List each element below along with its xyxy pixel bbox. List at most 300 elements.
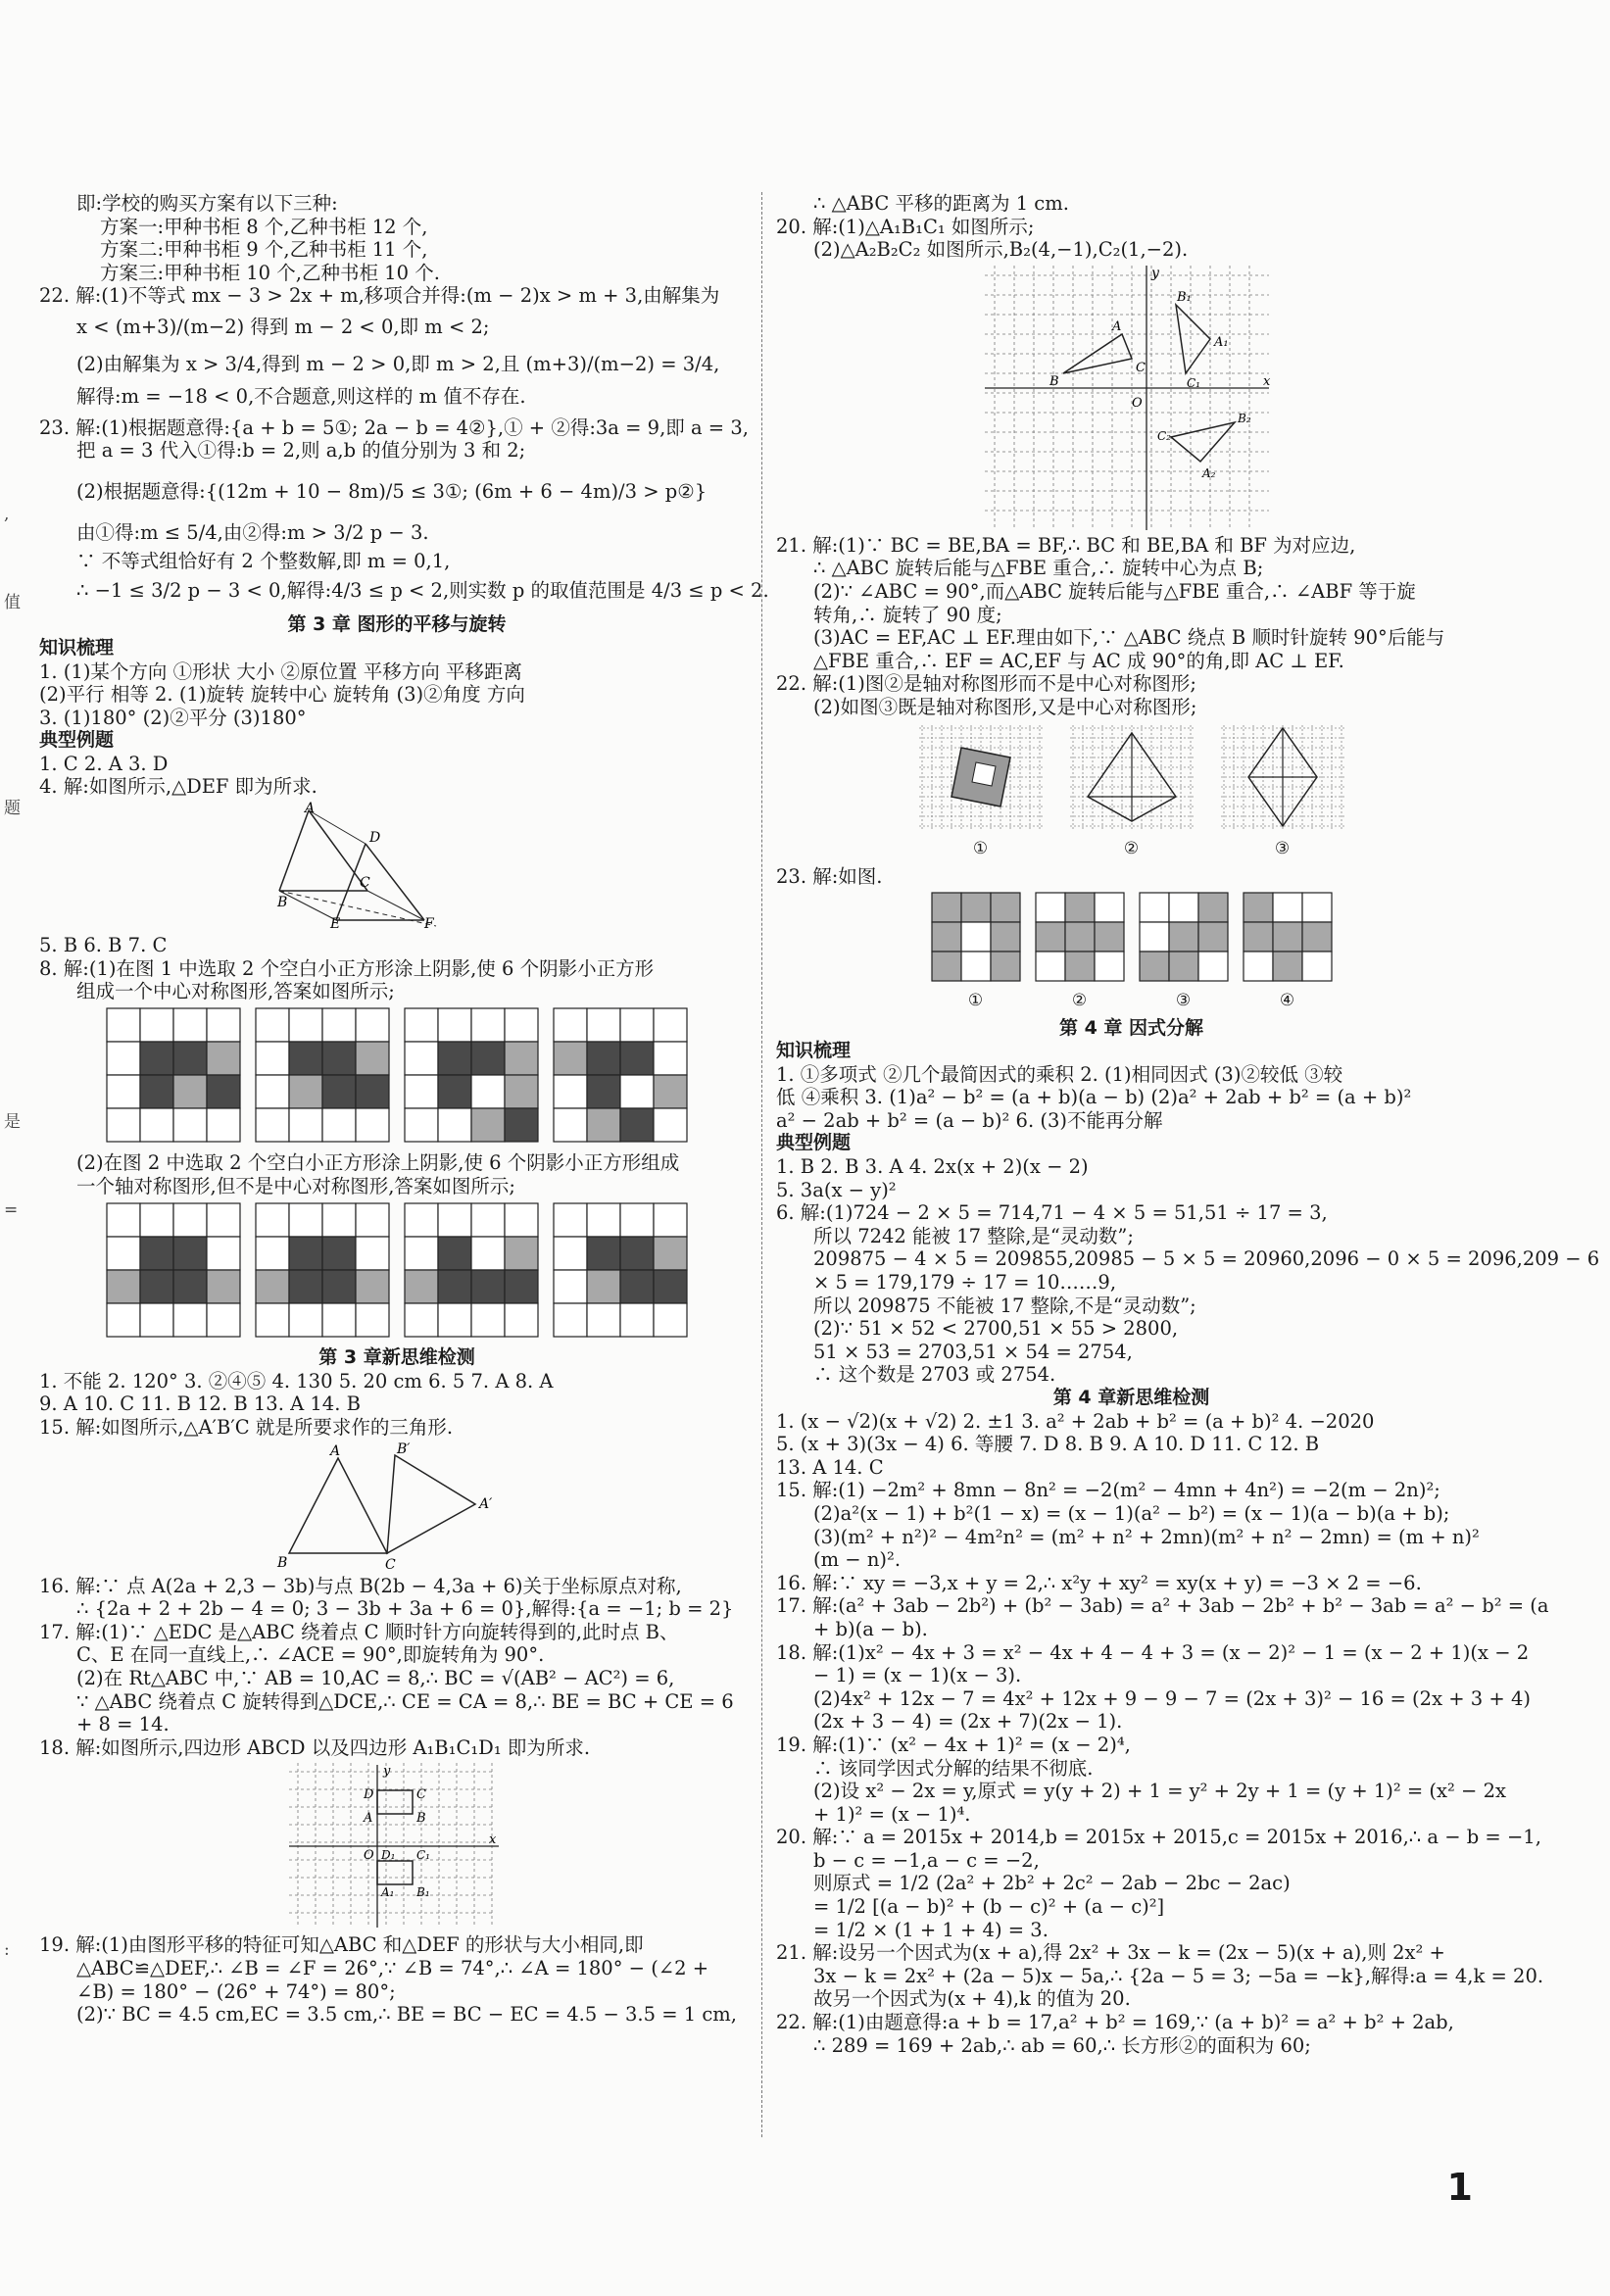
shaded-grid-figure — [255, 1007, 390, 1148]
grid-cell — [1302, 922, 1332, 952]
text-line: 20. 解:(1)△A₁B₁C₁ 如图所示; — [776, 215, 1035, 238]
text-line: ∴ △ABC 平移的距离为 1 cm. — [813, 192, 1069, 215]
grid-cell — [1302, 952, 1332, 981]
grid-cell — [587, 1008, 620, 1042]
test-4-title: 第 4 章新思维检测 — [1052, 1387, 1210, 1408]
grid-cell — [173, 1237, 207, 1270]
grid-cell — [438, 1108, 471, 1142]
grid-cell — [554, 1203, 587, 1237]
grid-cell — [471, 1108, 505, 1142]
grid-cell — [991, 922, 1020, 952]
grid-cell — [620, 1075, 654, 1108]
text-line: ∴ −1 ≤ 3/2 p − 3 < 0,解得:4/3 ≤ p < 2,则实数 p 的取值范围是 4/3 ≤ p < 2. — [76, 578, 769, 602]
grid-cell — [289, 1203, 322, 1237]
figure-caption: ② — [1123, 839, 1140, 859]
text-line: 转角,∴ 旋转了 90 度; — [813, 603, 1002, 626]
text-line: 1. (x − √2)(x + √2) 2. ±1 3. a² + 2ab + b² = (a + b)² 4. −2020 — [776, 1409, 1375, 1433]
grid-cell — [289, 1075, 322, 1108]
grid-cell — [256, 1108, 289, 1142]
text-line: ∵ 不等式组恰好有 2 个整数解,即 m = 0,1, — [76, 550, 451, 573]
text-line: 17. 解:(a² + 3ab − 2b²) + (b² − 3ab) = a² + 3ab − 2b² + b² − 3ab = a² − b² = (a — [776, 1594, 1549, 1618]
axis-label: y — [1150, 265, 1159, 281]
point-label: B₂ — [1237, 411, 1251, 425]
shaded-grid — [553, 1202, 688, 1338]
text-line: ∴ {2a + 2 + 2b − 4 = 0; 3 − 3b + 3a + 6 = 0},解得:{a = −1; b = 2} — [76, 1597, 734, 1621]
text-line: 低 ④乘积 3. (1)a² − b² = (a + b)(a − b) (2)a² + 2ab + b² = (a + b)² — [776, 1086, 1412, 1109]
grid-cell — [1036, 893, 1065, 922]
grid-cell — [1140, 922, 1169, 952]
grid-cell — [587, 1303, 620, 1337]
text-line: (2x + 3 − 4) = (2x + 7)(2x − 1). — [813, 1710, 1123, 1734]
grid-cell — [1198, 952, 1228, 981]
grid-cell — [961, 922, 991, 952]
grid-cell — [1198, 922, 1228, 952]
grid-cell — [405, 1303, 438, 1337]
text-line: 17. 解:(1)∵ △EDC 是△ABC 绕着点 C 顺时针方向旋转得到的,此时点 B、 — [39, 1620, 679, 1643]
grid-cell — [587, 1042, 620, 1075]
edge-char: 值 — [4, 593, 21, 612]
text-line: (2)如图③既是轴对称图形,又是中心对称图形; — [813, 695, 1197, 718]
shaded-grid — [255, 1007, 390, 1143]
grid-cell — [1244, 922, 1273, 952]
figure-caption: ② — [1071, 990, 1088, 1010]
grid-cell — [207, 1303, 240, 1337]
grid-cell — [1140, 952, 1169, 981]
grid-cell — [289, 1042, 322, 1075]
grid-cell — [207, 1108, 240, 1142]
text-line: 209875 − 4 × 5 = 209855,20985 − 5 × 5 = 20960,2096 − 0 × 5 = 2096,209 − 6 — [813, 1247, 1600, 1271]
text-line: 19. 解:(1)∵ (x² − 4x + 1)² = (x − 2)⁴, — [776, 1733, 1131, 1756]
text-line: C、E 在同一直线上,∴ ∠ACE = 90°,即旋转角为 90°. — [76, 1643, 545, 1667]
text-line: (3)(m² + n²)² − 4m²n² = (m² + n² + 2mn)(m² + n² − 2mn) = (m + n)² — [813, 1525, 1480, 1548]
shaded-grid — [404, 1007, 539, 1143]
text-line: 1. 不能 2. 120° 3. ②④⑤ 4. 130 5. 20 cm 6. 5 7. A 8. A — [39, 1369, 554, 1392]
text-line: 21. 解:(1)∵ BC = BE,BA = BF,∴ BC 和 BE,BA 和 BF 为对应边, — [776, 533, 1356, 557]
grid-cell — [173, 1203, 207, 1237]
grid-cell — [620, 1203, 654, 1237]
text-line: 22. 解:(1)不等式 mx − 3 > 2x + m,移项合并得:(m − 2)x > m + 3,由解集为 — [39, 284, 720, 308]
grid-cell — [932, 952, 961, 981]
point-label: B — [277, 1554, 288, 1571]
shaded-grid — [404, 1202, 539, 1338]
grid-cell — [405, 1108, 438, 1142]
column-divider — [761, 192, 762, 2137]
text-line: 15. 解:(1) −2m² + 8mn − 8n² = −2(m² − 4mn + 4n²) = −2(m − 2n)²; — [776, 1479, 1440, 1502]
section-title: 典型例题 — [776, 1132, 852, 1154]
test-4-answers — [776, 1409, 1549, 2058]
text-line: 16. 解:∵ xy = −3,x + y = 2,∴ x²y + xy² = xy(x + y) = −3 × 2 = −6. — [776, 1571, 1422, 1594]
text-line: 4. 解:如图所示,△DEF 即为所求. — [39, 775, 317, 799]
shaded-grid — [106, 1007, 241, 1143]
grid-cell — [471, 1237, 505, 1270]
grid-cell — [654, 1237, 687, 1270]
grid-cell — [587, 1108, 620, 1142]
grid-cell — [1036, 952, 1065, 981]
grid-cell — [140, 1008, 173, 1042]
grid-cell — [1095, 922, 1124, 952]
grid-cell — [438, 1303, 471, 1337]
text-line: 21. 解:设另一个因式为(x + a),得 2x² + 3x − k = (2x − 5)(x + a),则 2x² + — [776, 1941, 1445, 1965]
grid-cell — [932, 893, 961, 922]
edge-char: 是 — [4, 1112, 21, 1132]
grid-cell — [322, 1303, 356, 1337]
text-line: 13. A 14. C — [776, 1455, 884, 1479]
grid-cell — [554, 1008, 587, 1042]
point-label: E — [330, 916, 341, 933]
axis-label: x — [1262, 373, 1270, 389]
text-line: 把 a = 3 代入①得:b = 2,则 a,b 的值分别为 3 和 2; — [76, 439, 526, 463]
grid-cell — [438, 1270, 471, 1303]
grid-cell — [107, 1237, 140, 1270]
text-line: 15. 解:如图所示,△A′B′C 就是所要求作的三角形. — [39, 1416, 454, 1439]
grid-cell — [505, 1270, 538, 1303]
grid-cell — [554, 1108, 587, 1142]
figure-caption: ④ — [1279, 990, 1295, 1010]
shaded-grid-figure — [255, 1202, 390, 1343]
grid-cell — [1169, 952, 1198, 981]
grid-cell — [1169, 922, 1198, 952]
shaded-grid-figure — [1035, 892, 1125, 1012]
grid-cell — [256, 1237, 289, 1270]
text-line: (2)a²(x − 1) + b²(1 − x) = (x − 1)(a² − b²) = (x − 1)(a − b)(a + b); — [813, 1501, 1450, 1525]
grid-cell — [405, 1203, 438, 1237]
grid-cell — [932, 922, 961, 952]
grid-cell — [356, 1075, 389, 1108]
grid-cell — [173, 1008, 207, 1042]
text-line: 1. (1)某个方向 ①形状 大小 ②原位置 平移方向 平移距离 — [39, 659, 522, 683]
grid-cell — [256, 1303, 289, 1337]
text-line: 8. 解:(1)在图 1 中选取 2 个空白小正方形涂上阴影,使 6 个阴影小正方形 — [39, 956, 655, 980]
text-line: (2)△A₂B₂C₂ 如图所示,B₂(4,−1),C₂(1,−2). — [813, 238, 1189, 262]
text-line: ∠B) = 180° − (26° + 74°) = 80°; — [76, 1979, 396, 2003]
grid-cell — [654, 1203, 687, 1237]
grid-cell — [438, 1075, 471, 1108]
shaded-grid-figure — [1243, 892, 1333, 1012]
point-label: F — [424, 916, 434, 933]
grid-cell — [207, 1237, 240, 1270]
text-line: 9. A 10. C 11. B 12. B 13. A 14. B — [39, 1392, 361, 1416]
grid-cell — [140, 1075, 173, 1108]
point-label: A — [1111, 318, 1121, 334]
grid-cell — [207, 1203, 240, 1237]
figure-caption: ① — [967, 990, 984, 1010]
text-line: 1. B 2. B 3. A 4. 2x(x + 2)(x − 2) — [776, 1155, 1089, 1179]
point-label: B′ — [397, 1441, 411, 1457]
grid-cell — [471, 1303, 505, 1337]
chapter-3-title: 第 3 章 图形的平移与旋转 — [287, 613, 507, 636]
grid-cell — [620, 1303, 654, 1337]
grid-cell — [554, 1237, 587, 1270]
grid-cell — [405, 1270, 438, 1303]
chapter-4-title: 第 4 章 因式分解 — [1058, 1016, 1204, 1039]
grid-cell — [1095, 893, 1124, 922]
text-line: 所以 209875 不能被 17 整除,不是“灵动数”; — [813, 1294, 1196, 1317]
grid-cell — [322, 1108, 356, 1142]
grid-cell — [471, 1203, 505, 1237]
text-line: (2)∵ ∠ABC = 90°,而△ABC 旋转后能与△FBE 重合,∴ ∠ABF 等于旋 — [813, 579, 1416, 603]
text-line: 51 × 53 = 2703,51 × 54 = 2754, — [813, 1340, 1133, 1363]
grid-cell — [322, 1008, 356, 1042]
page-number: 1 — [1446, 2166, 1473, 2209]
section-title: 知识梳理 — [776, 1040, 852, 1062]
grid-cell — [1036, 922, 1065, 952]
edge-char: 题 — [4, 799, 21, 818]
grid-cell — [961, 893, 991, 922]
grid-cell — [505, 1008, 538, 1042]
text-line: 6. 解:(1)724 − 2 × 5 = 714,71 − 4 × 5 = 51,51 ÷ 17 = 3, — [776, 1201, 1328, 1225]
text-line: 19. 解:(1)由图形平移的特征可知△ABC 和△DEF 的形状与大小相同,即 — [39, 1933, 644, 1957]
text-line: 解得:m = −18 < 0,不合题意,则这样的 m 值不存在. — [76, 385, 526, 409]
grid-cell — [1140, 893, 1169, 922]
grid-cell — [289, 1237, 322, 1270]
text-line: x < (m+3)/(m−2) 得到 m − 2 < 0,即 m < 2; — [76, 315, 490, 338]
point-label: A′ — [479, 1495, 493, 1512]
grid-cell — [505, 1108, 538, 1142]
text-line: ∴ △ABC 旋转后能与△FBE 重合,∴ 旋转中心为点 B; — [813, 557, 1264, 580]
edge-char: , — [4, 505, 10, 524]
grid-cell — [173, 1075, 207, 1108]
shaded-grid-figure — [1139, 892, 1229, 1012]
grid-cell — [322, 1270, 356, 1303]
text-line: 由①得:m ≤ 5/4,由②得:m > 3/2 p − 3. — [76, 520, 429, 544]
shaded-grid — [1035, 892, 1125, 982]
point-label: C — [385, 1556, 396, 1573]
grid-cell — [207, 1270, 240, 1303]
grid-cell — [289, 1270, 322, 1303]
grid-cell — [620, 1108, 654, 1142]
grid-cell — [1065, 952, 1095, 981]
grid-cell — [620, 1008, 654, 1042]
figure-translation-def — [39, 801, 755, 933]
grid-cell — [554, 1042, 587, 1075]
grid-cell — [505, 1042, 538, 1075]
text-line: 1. C 2. A 3. D — [39, 752, 169, 775]
text-line: 一个轴对称图形,但不是中心对称图形,答案如图所示; — [76, 1175, 515, 1198]
point-label: A₁ — [381, 1885, 395, 1900]
point-label: A — [364, 1811, 373, 1827]
point-label: A₂ — [1201, 465, 1215, 480]
grid-cell — [173, 1042, 207, 1075]
point-label: C₁ — [416, 1848, 430, 1863]
text-line: 22. 解:(1)图②是轴对称图形而不是中心对称图形; — [776, 672, 1196, 696]
grid-cell — [1273, 952, 1302, 981]
text-line: + b)(a − b). — [813, 1617, 928, 1640]
grid-cell — [620, 1042, 654, 1075]
grid-cell — [322, 1203, 356, 1237]
text-line: 方案二:甲种书柜 9 个,乙种书柜 11 个, — [100, 238, 428, 262]
grid-cell — [438, 1042, 471, 1075]
shaded-grid — [553, 1007, 688, 1143]
figure-coordinate-18 — [39, 1763, 755, 1930]
point-label: C₂ — [1156, 428, 1171, 443]
figure-coordinate-20 — [776, 266, 1487, 530]
figure-22-3 — [1219, 723, 1346, 861]
grid-cell — [140, 1237, 173, 1270]
grid-cell — [1244, 893, 1273, 922]
triangle-translation-diagram — [277, 801, 514, 933]
grid-cell — [505, 1237, 538, 1270]
text-line: 18. 解:(1)x² − 4x + 3 = x² − 4x + 4 − 4 + 3 = (x − 2)² − 1 = (x − 2 + 1)(x − 2 — [776, 1640, 1530, 1664]
point-label: C — [1135, 360, 1146, 375]
grid-cell — [207, 1042, 240, 1075]
text-line: (2)在图 2 中选取 2 个空白小正方形涂上阴影,使 6 个阴影小正方形组成 — [76, 1151, 680, 1175]
point-label: B — [277, 895, 288, 911]
edge-char: = — [4, 1200, 19, 1220]
shaded-grid — [106, 1202, 241, 1338]
grid-cell — [140, 1042, 173, 1075]
grid-cell — [654, 1075, 687, 1108]
point-label: A₁ — [1213, 334, 1229, 350]
dotted-grid-kite — [1068, 723, 1195, 831]
grid-cell — [471, 1042, 505, 1075]
point-label: B — [1049, 373, 1059, 389]
coordinate-grid-triangles — [985, 266, 1279, 530]
grid-cell — [654, 1270, 687, 1303]
shaded-grid-figure — [404, 1202, 539, 1343]
point-label: C — [360, 875, 370, 892]
grid-cell — [991, 952, 1020, 981]
grid-cell — [322, 1075, 356, 1108]
point-label: B₁ — [1176, 289, 1192, 305]
text-line: △FBE 重合,∴ EF = AC,EF 与 AC 成 90°的角,即 AC ⊥ EF. — [813, 649, 1344, 672]
grid-cell — [654, 1108, 687, 1142]
shaded-grid-row-axial — [39, 1202, 755, 1343]
figure-caption: ③ — [1274, 839, 1291, 859]
text-line: 20. 解:∵ a = 2015x + 2014,b = 2015x + 2015,c = 2015x + 2016,∴ a − b = −1, — [776, 1826, 1541, 1849]
point-label: D — [364, 1787, 374, 1803]
text-line: (2)4x² + 12x − 7 = 4x² + 12x + 9 − 9 − 7 = (2x + 3)² − 16 = (2x + 3 + 4) — [813, 1686, 1531, 1710]
grid-cell — [405, 1237, 438, 1270]
grid-cell — [356, 1270, 389, 1303]
grid-cell — [1065, 893, 1095, 922]
grid-cell — [173, 1270, 207, 1303]
grid-cell — [1244, 952, 1273, 981]
left-column — [39, 192, 769, 2027]
text-line: a² − 2ab + b² = (a − b)² 6. (3)不能再分解 — [776, 1108, 1163, 1132]
shaded-grid-figure — [553, 1202, 688, 1343]
text-line: 则原式 = 1/2 (2a² + 2b² + 2c² − 2ab − 2bc − 2ac) — [813, 1872, 1291, 1895]
grid-cell — [438, 1237, 471, 1270]
text-line: ∴ 289 = 169 + 2ab,∴ ab = 60,∴ 长方形②的面积为 60; — [813, 2033, 1311, 2057]
section-title: 知识梳理 — [39, 636, 115, 659]
text-line: (2)∵ 51 × 52 < 2700,51 × 55 > 2800, — [813, 1317, 1179, 1341]
point-label: O — [1131, 395, 1143, 411]
grid-cell — [471, 1008, 505, 1042]
grid-cell — [356, 1237, 389, 1270]
right-column — [776, 192, 1600, 2057]
grid-cell — [1302, 893, 1332, 922]
shaded-grid — [1139, 892, 1229, 982]
grid-cell — [107, 1270, 140, 1303]
grid-cell — [620, 1270, 654, 1303]
shaded-grid-row-central — [39, 1007, 755, 1148]
figure-22-2 — [1068, 723, 1195, 861]
grid-cell — [173, 1303, 207, 1337]
shaded-grid-figure — [931, 892, 1021, 1012]
text-line: (3)AC = EF,AC ⊥ EF.理由如下,∵ △ABC 绕点 B 顺时针旋转 90°后能与 — [813, 626, 1445, 650]
text-line: 5. B 6. B 7. C — [39, 934, 168, 957]
text-line: 18. 解:如图所示,四边形 ABCD 以及四边形 A₁B₁C₁D₁ 即为所求. — [39, 1735, 591, 1759]
grid-cell — [1169, 893, 1198, 922]
grid-cell — [356, 1303, 389, 1337]
text-line: + 1)² = (x − 1)⁴. — [813, 1802, 971, 1826]
grid-cell — [554, 1270, 587, 1303]
point-label: C₁ — [1186, 375, 1200, 390]
grid-cell — [107, 1303, 140, 1337]
text-line: 23. 解:(1)根据题意得:{a + b = 5①; 2a − b = 4②},① + ②得:3a = 9,即 a = 3, — [39, 415, 749, 439]
figure-caption: ③ — [1175, 990, 1192, 1010]
point-label: A — [305, 801, 316, 817]
text-line: 3x − k = 2x² + (2a − 5)x − 5a,∴ {2a − 5 = 3; −5a = −k},解得:a = 4,k = 20. — [813, 1964, 1544, 1987]
grid-cell — [256, 1075, 289, 1108]
grid-cell — [1273, 922, 1302, 952]
shaded-grid-figure — [106, 1202, 241, 1343]
text-line: 组成一个中心对称图形,答案如图所示; — [76, 980, 395, 1003]
grid-cell — [207, 1075, 240, 1108]
grid-cell — [505, 1303, 538, 1337]
text-line: 22. 解:(1)由题意得:a + b = 17,a² + b² = 169,∵ (a + b)² = a² + b² + 2ab, — [776, 2011, 1454, 2034]
text-line: △ABC≌△DEF,∴ ∠B = ∠F = 26°,∵ ∠B = 74°,∴ ∠A = 180° − (∠2 + — [76, 1956, 709, 1979]
grid-cell — [107, 1203, 140, 1237]
point-label: B₁ — [416, 1885, 430, 1900]
grid-cell — [322, 1042, 356, 1075]
figure-22-1 — [917, 723, 1045, 861]
grid-cell — [654, 1303, 687, 1337]
shaded-grid — [1243, 892, 1333, 982]
grid-cell — [471, 1075, 505, 1108]
text-line: b − c = −1,a − c = −2, — [813, 1848, 1040, 1872]
text-line: (2)平行 相等 2. (1)旋转 旋转中心 旋转角 (3)②角度 方向 — [39, 683, 525, 707]
grid-cell — [587, 1237, 620, 1270]
text-line: 5. (x + 3)(3x − 4) 6. 等腰 7. D 8. B 9. A 10. D 11. C 12. B — [776, 1433, 1320, 1456]
grid-cell — [471, 1270, 505, 1303]
text-line: 即:学校的购买方案有以下三种: — [76, 192, 338, 215]
grid-cell — [505, 1075, 538, 1108]
shaded-grid — [255, 1202, 390, 1338]
text-line: 16. 解:∵ 点 A(2a + 2,3 − 3b)与点 B(2b − 4,3a + 6)关于坐标原点对称, — [39, 1574, 682, 1597]
section-title: 典型例题 — [39, 729, 115, 752]
point-label: O — [364, 1848, 374, 1864]
grid-cell — [1198, 893, 1228, 922]
grid-cell — [289, 1303, 322, 1337]
grid-cell — [1095, 952, 1124, 981]
grid-cell — [356, 1108, 389, 1142]
text-line: − 1) = (x − 1)(x − 3). — [813, 1664, 1022, 1687]
grid-cell — [587, 1270, 620, 1303]
grid-cell — [289, 1108, 322, 1142]
grid-cell — [140, 1203, 173, 1237]
grid-cell — [356, 1008, 389, 1042]
grid-cell — [961, 952, 991, 981]
text-line: ∴ 该同学因式分解的结果不彻底. — [813, 1756, 1094, 1780]
point-label: B — [416, 1811, 426, 1827]
text-line: + 8 = 14. — [76, 1713, 170, 1736]
text-line: 方案一:甲种书柜 8 个,乙种书柜 12 个, — [100, 215, 428, 238]
grid-cell — [1273, 893, 1302, 922]
grid-cell — [256, 1042, 289, 1075]
grid-cell — [554, 1075, 587, 1108]
grid-cell — [438, 1008, 471, 1042]
text-line: × 5 = 179,179 ÷ 17 = 10……9, — [813, 1271, 1117, 1295]
grid-cell — [256, 1270, 289, 1303]
point-label: D₁ — [381, 1848, 396, 1863]
grid-cell — [289, 1008, 322, 1042]
grid-cell — [554, 1303, 587, 1337]
grid-cell — [107, 1042, 140, 1075]
shaded-grid-figure — [404, 1007, 539, 1148]
grid-cell — [620, 1237, 654, 1270]
text-line: (2)根据题意得:{(12m + 10 − 8m)/5 ≤ 3①; (6m + 6 − 4m)/3 > p②} — [76, 479, 707, 503]
